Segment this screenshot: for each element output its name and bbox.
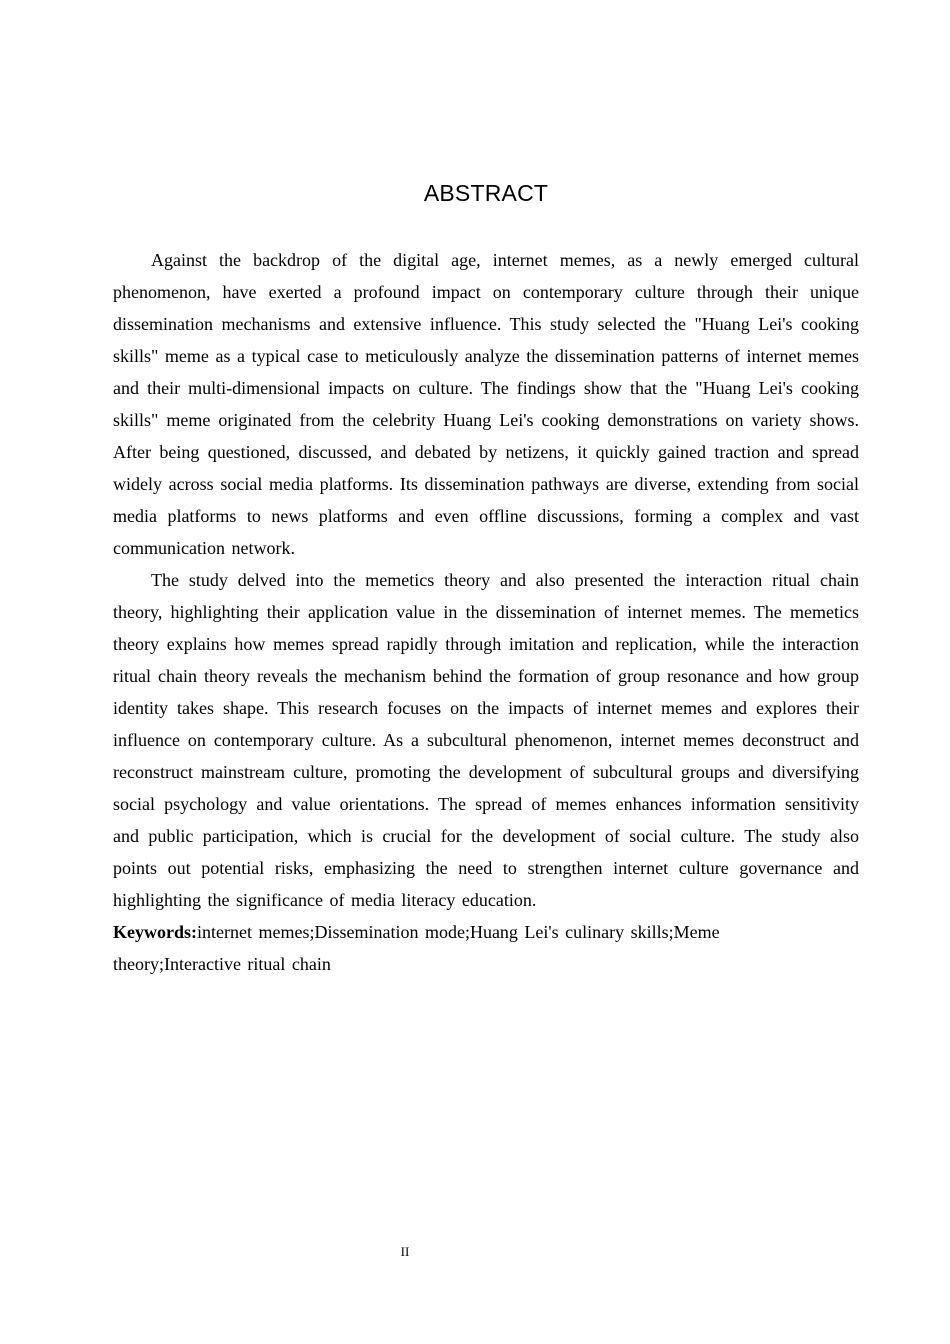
abstract-body [113, 244, 859, 980]
keywords-text: internet memes;Dissemination mode;Huang Lei's culinary skills;Meme theory;Interactive ritual chain [113, 922, 720, 974]
keywords-line [113, 916, 793, 980]
abstract-title: ABSTRACT [423, 180, 549, 206]
abstract-paragraph-2: The study delved into the memetics theory and also presented the interaction ritual chain theory, highlighting their application value in the dissemination of internet memes. The memetics theory explains how memes spread rapidly through imitation and replication, while the interaction ritual chain theory reveals the mechanism behind the formation of group resonance and how group identity takes shape. This research focuses on the impacts of internet memes and explores their influence on contemporary culture. As a subcultural phenomenon, internet memes deconstruct and reconstruct mainstream culture, promoting the development of subcultural groups and diversifying social psychology and value orientations. The spread of memes enhances information sensitivity and public participation, which is crucial for the development of social culture. The study also points out potential risks, emphasizing the need to strengthen internet culture governance and highlighting the significance of media literacy education. [113, 570, 859, 910]
keywords-label: Keywords: [113, 922, 197, 942]
page-number: II [400, 1244, 410, 1259]
abstract-paragraph-1: Against the backdrop of the digital age, internet memes, as a newly emerged cultural phenomenon, have exerted a profound impact on contemporary culture through their unique dissemination mechanisms and extensive influence. This study selected the "Huang Lei's cooking skills" meme as a typical case to meticulously analyze the dissemination patterns of internet memes and their multi-dimensional impacts on culture. The findings show that the "Huang Lei's cooking skills" meme originated from the celebrity Huang Lei's cooking demonstrations on variety shows. After being questioned, discussed, and debated by netizens, it quickly gained traction and spread widely across social media platforms. Its dissemination pathways are diverse, extending from social media platforms to news platforms and even offline discussions, forming a complex and vast communication network. [113, 250, 859, 558]
